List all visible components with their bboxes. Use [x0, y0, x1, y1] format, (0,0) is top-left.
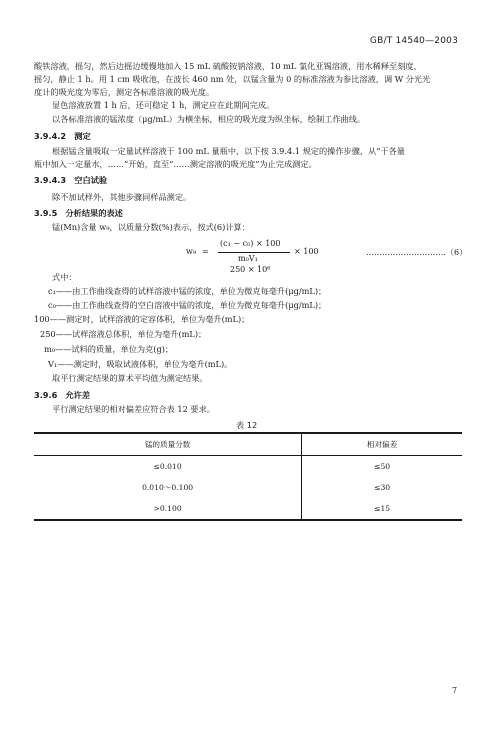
formula-denominator-top: m₀V₁	[238, 254, 258, 263]
body-line: 度计的吸光度为零后，测定各标准溶液的吸光度。	[34, 87, 215, 97]
definition-line: m₀——试料的质量，单位为克(g)；	[44, 344, 174, 354]
section-heading: 3.9.4.3 空白试验	[34, 175, 108, 185]
body-line: 平行测定结果的相对偏差应符合表 12 要求。	[52, 404, 215, 414]
body-line: 酸铁溶液，摇匀，然后边摇边缓慢地加入 15 mL 硫酸铵钠溶液，10 mL 氯化亚锡溶液，用水稀释至刻度，	[34, 61, 422, 71]
formula-equals: =	[202, 247, 209, 256]
definition-line: 250——试样溶液总体积，单位为毫升(mL)；	[40, 329, 207, 339]
table-cell: >0.100	[34, 498, 302, 520]
definition-line: c₁——由工作曲线查得的试样溶液中锰的浓度，单位为微克每毫升(μg/mL)；	[48, 286, 327, 296]
section-heading: 3.9.6 允许差	[34, 390, 91, 400]
body-line: 瓶中加入一定量水，……”开始，直至“……测定溶液的吸光度”为止完成测定。	[34, 159, 317, 169]
table-row	[34, 498, 462, 520]
table-title: 表 12	[236, 420, 258, 430]
body-line: 取平行测定结果的算术平均值为测定结果。	[52, 373, 208, 383]
equation-number: …………………………（6）	[366, 248, 468, 257]
table-cell: ≤0.010	[34, 456, 302, 478]
table-cell: ≤50	[302, 456, 462, 478]
where-label: 式中：	[52, 272, 77, 282]
definition-line: V₁——测定时，吸取试液体积，单位为毫升(mL)。	[48, 359, 233, 369]
end-rule	[197, 520, 293, 521]
formula-lhs: w₉	[186, 247, 197, 256]
body-line: 锰(Mn)含量 w₉，以质量分数(%)表示，按式(6)计算：	[52, 222, 250, 232]
definition-line: c₀——由工作曲线查得的空白溶液中锰的浓度，单位为微克每毫升(μg/mL)；	[48, 300, 327, 310]
definition-line: 100——测定时，试样溶液的定容体积，单位为毫升(mL)；	[34, 314, 250, 324]
standard-number: GB/T 14540—2003	[369, 36, 458, 46]
table-cell: 0.010～0.100	[34, 477, 302, 498]
formula-multiplier: × 100	[294, 247, 319, 256]
formula-6	[186, 236, 356, 280]
table-header-row	[34, 433, 462, 456]
body-line: 以各标准溶液的锰浓度（μg/mL）为横坐标，相应的吸光度为纵坐标，绘制工作曲线。	[52, 114, 366, 124]
table-cell: ≤30	[302, 477, 462, 498]
body-line: 显色溶液放置 1 h 后，还可稳定 1 h，测定应在此期间完成。	[52, 100, 275, 110]
header-relative-deviation: 相对偏差	[302, 433, 462, 456]
body-line: 除不加试样外，其他步骤同样品测定。	[52, 192, 192, 202]
body-line: 根据锰含量吸取一定量试样溶液于 100 mL 量瓶中，以下按 3.9.4.1 规定的操作步骤，从“于各量	[52, 146, 406, 156]
section-heading: 3.9.4.2 测定	[34, 131, 91, 141]
table-cell: ≤15	[302, 498, 462, 520]
formula-denominator-bottom: 250 × 10⁶	[230, 265, 271, 274]
table-12	[34, 432, 462, 521]
page-number: 7	[452, 686, 458, 695]
body-line: 摇匀，静止 1 h。用 1 cm 吸收池，在波长 460 nm 处，以锰含量为 0 的标准溶液为参比溶液，调 W 分光光	[34, 74, 431, 84]
formula-numerator: (c₁ − c₀) × 100	[220, 239, 281, 248]
table-row	[34, 456, 462, 478]
header-mass-fraction: 锰的质量分数	[34, 433, 302, 456]
table-row	[34, 477, 462, 498]
fraction-bar	[218, 252, 290, 253]
section-heading: 3.9.5 分析结果的表述	[34, 208, 123, 218]
